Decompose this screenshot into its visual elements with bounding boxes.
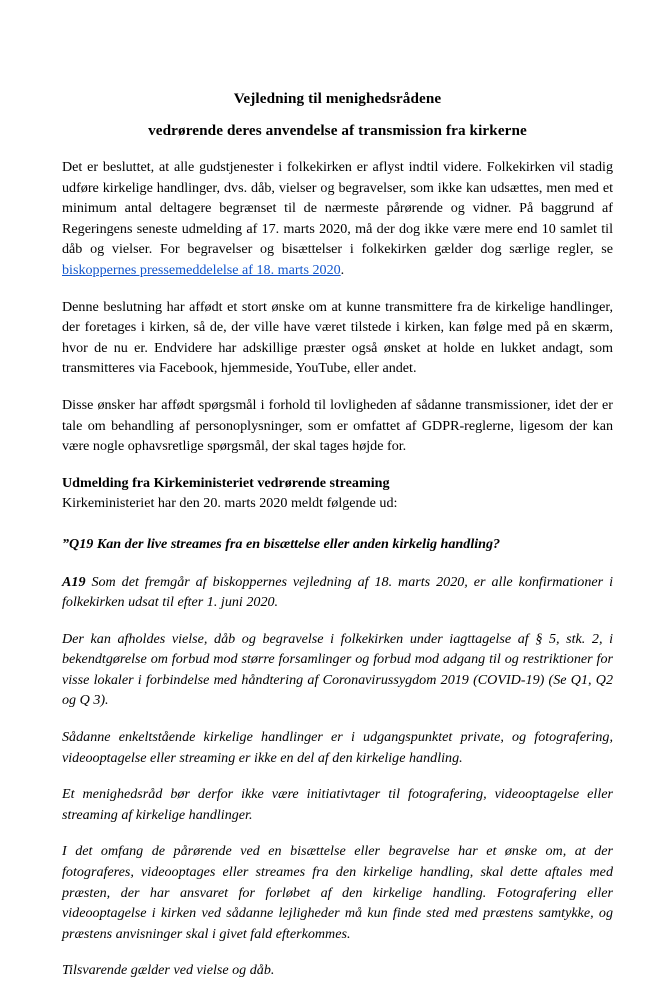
quote-paragraph-private-nature: Sådanne enkeltstående kirkelige handlinger er i udgangspunktet private, og fotografering, videooptagelse eller streaming er ikke en del af den kirkelige handling.: [62, 729, 613, 766]
bishops-press-release-link[interactable]: biskoppernes pressemeddelelse af 18. marts 2020: [62, 261, 341, 278]
section-heading-ministry-statement: Udmelding fra Kirkeministeriet vedrørende streaming: [62, 474, 390, 491]
document-content: [62, 88, 613, 997]
paragraph-transmission-wish: Denne beslutning har affødt et stort ønske om at kunne transmittere fra de kirkelige handlinger, der foretages i kirken, så de, der ville have været tilstede i kirken, kan følge med på en skærm, hvor de nu er. Endvidere har adskillige præster også ønsket at holde en lukket andagt, som transmitteres via Facebook, hjemmeside, YouTube, eller andet.: [62, 298, 613, 377]
faq-question-q19: ”Q19 Kan der live streames fra en bisættelse eller anden kirkelig handling?: [62, 535, 501, 552]
paragraph-intro-text: Det er besluttet, at alle gudstjenester i folkekirken er aflyst indtil videre. Folkekirken vil stadig udføre kirkelige handlinger, dvs. dåb, vielser og begravelser, som ikke kan udsættes, men med et minimum antal deltagere begrænset til de nærmeste pårørende og vidner. På baggrund af Regeringens seneste udmelding af 17. marts 2020, må der dog ikke være mere end 10 samlet til dåb og vielser. For begravelser og bisættelser i folkekirken gælder dog særlige regler, se: [62, 159, 613, 258]
document-title-line-2: vedrørende deres anvendelse af transmission fra kirkerne: [148, 122, 527, 139]
faq-answer-a19: [62, 572, 613, 613]
faq-answer-text: Som det fremgår af biskoppernes vejledning af 18. marts 2020, er alle konfirmationer i folkekirken udsat til efter 1. juni 2020.: [62, 573, 613, 611]
paragraph-intro-period: .: [340, 261, 345, 278]
ministry-statement-intro: Kirkeministeriet har den 20. marts 2020 meldt følgende ud:: [62, 495, 398, 512]
faq-answer-label: A19: [62, 573, 86, 590]
quote-paragraph-family-request: I det omfang de pårørende ved en bisættelse eller begravelse har et ønske om, at der fotograferes, videooptages eller streames fra den kirkelige handling, skal dette aftales med præsten, der har ansvaret for forløbet af den kirkelige handling. Fotografering eller videooptagelse i kirken ved sådanne lejligheder må kun finde sted med præstens samtykke, og præstens anvisninger skal i givet fald efterkommes.: [62, 843, 613, 942]
quote-paragraph-council-not-initiator: Et menighedsråd bør derfor ikke være initiativtager til fotografering, videooptagelse eller streaming af kirkelige handlinger.: [62, 786, 613, 823]
document-title-line-1: Vejledning til menighedsrådene: [233, 90, 442, 107]
paragraph-intro: [62, 157, 613, 281]
quote-paragraph-applies-to-wedding-baptism: Tilsvarende gælder ved vielse og dåb.: [62, 962, 275, 979]
quote-paragraph-ceremonies-allowed: Der kan afholdes vielse, dåb og begravelse i folkekirken under iagttagelse af § 5, stk. 2, i bekendtgørelse om forbud mod større forsamlinger og forbud mod adgang til og restriktioner for visse lokaler i forbindelse med håndtering af Coronavirussygdom 2019 (COVID-19) (Se Q1, Q2 og Q 3).: [62, 630, 613, 709]
paragraph-legal-questions: Disse ønsker har affødt spørgsmål i forhold til lovligheden af sådanne transmissioner, idet der er tale om behandling af personoplysninger, som er omfattet af GDPR-reglerne, ligesom der kan være nogle ophavsretlige spørgsmål, der skal tages højde for.: [62, 396, 613, 455]
